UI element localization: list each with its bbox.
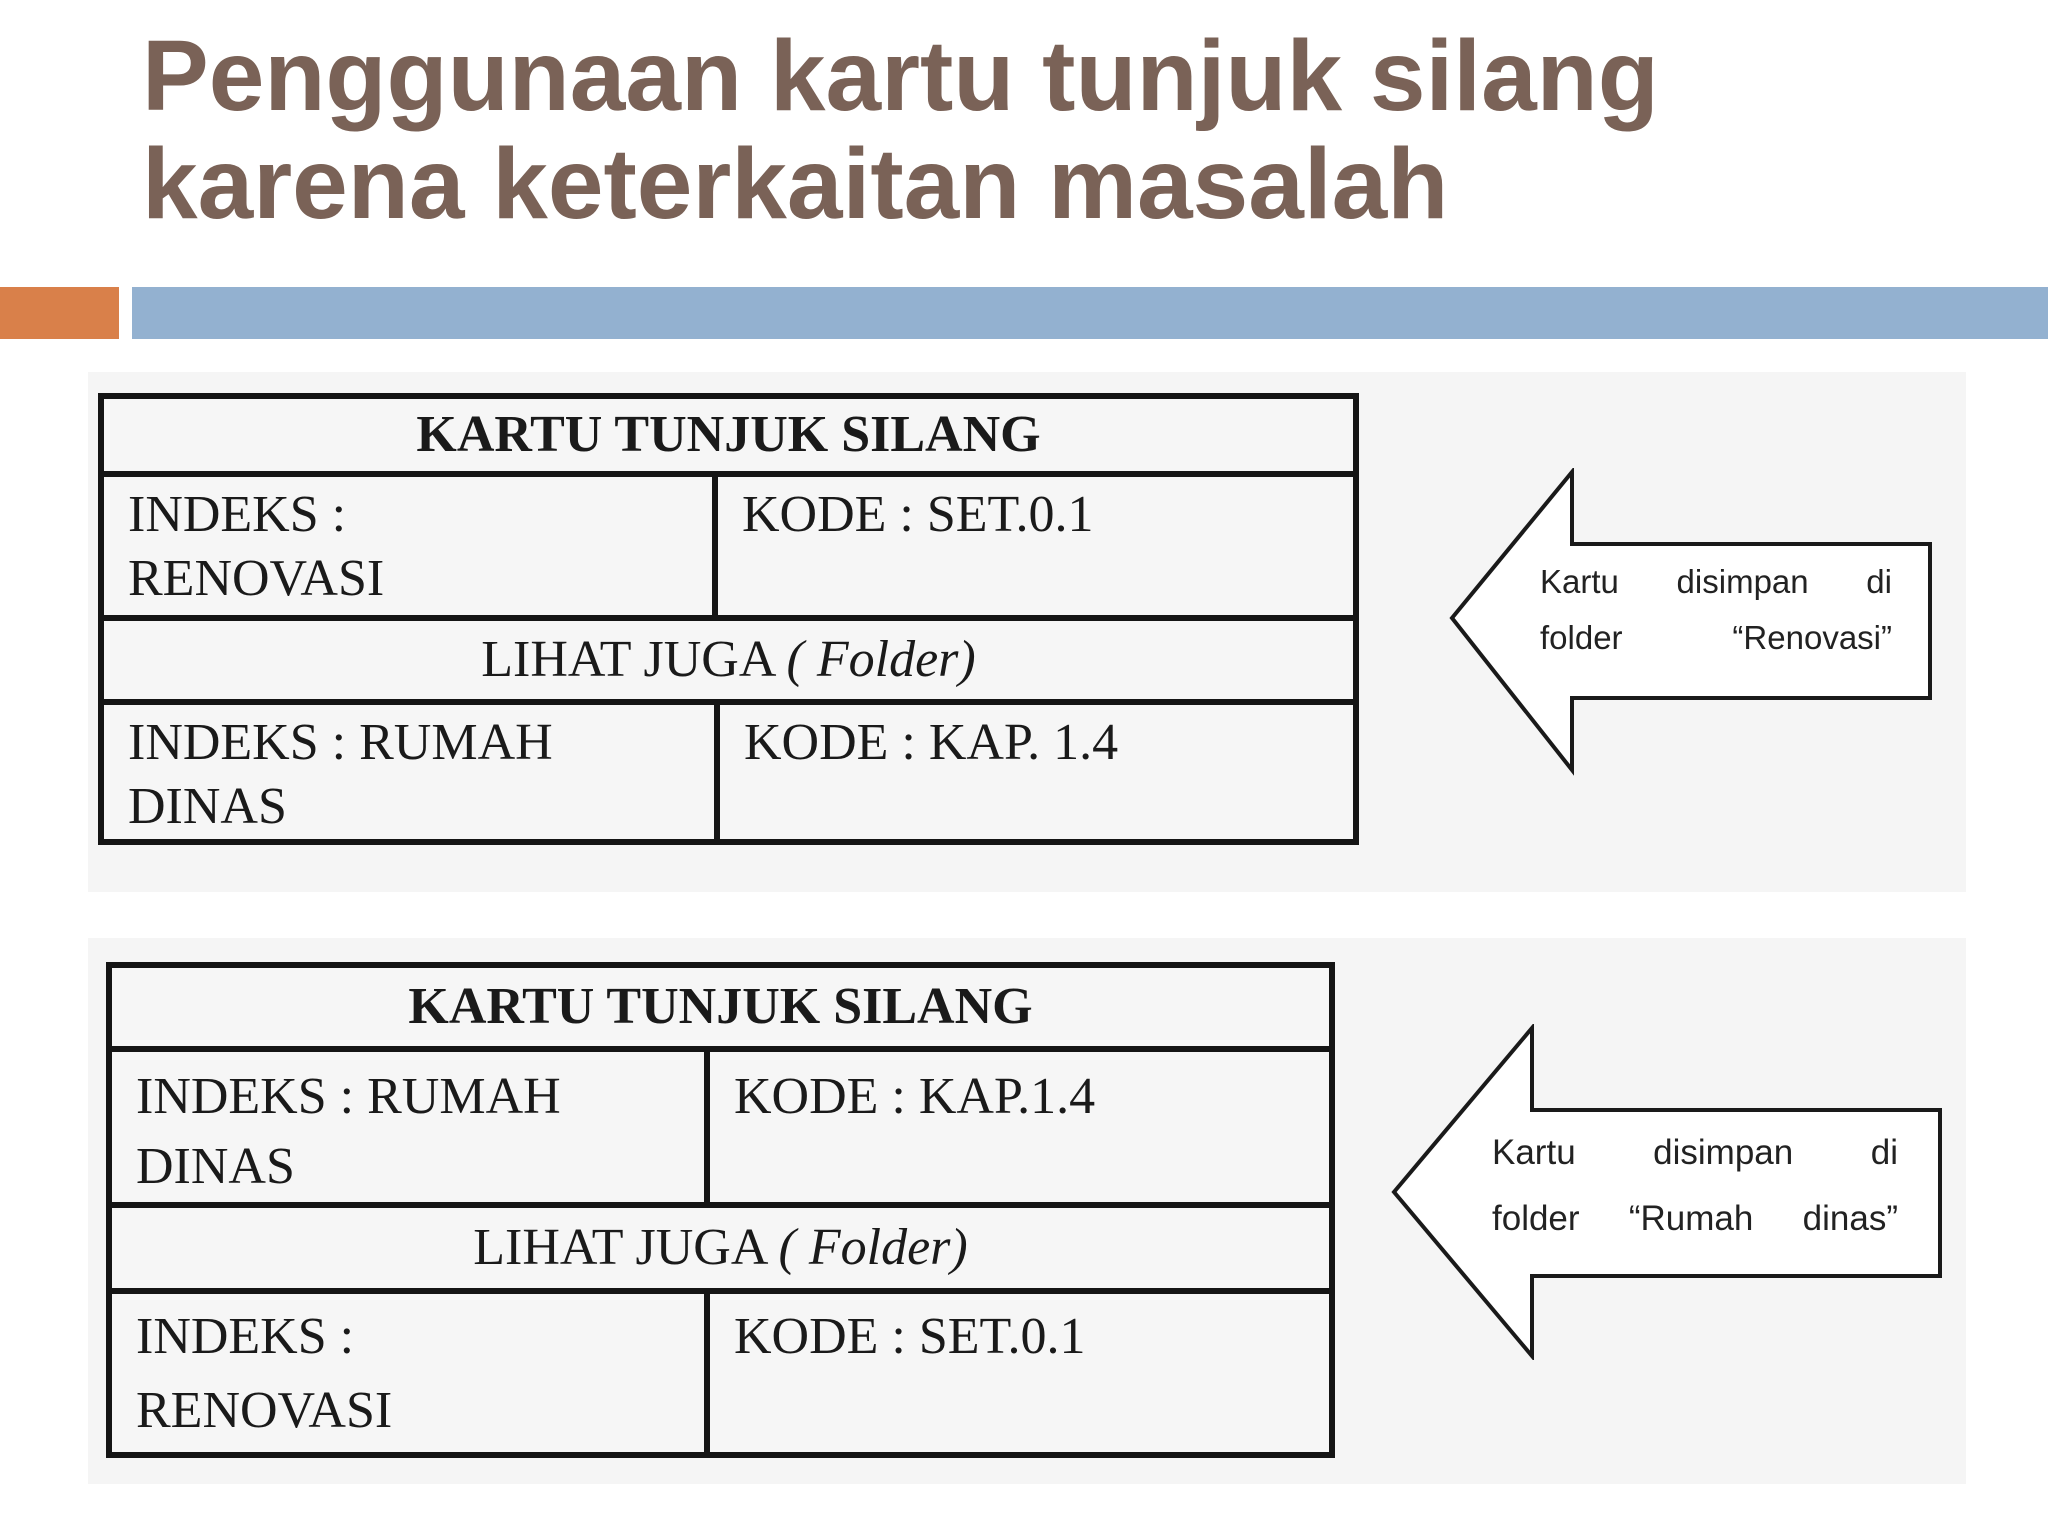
arrow-note-line-1: Kartu disimpan di xyxy=(1492,1133,1898,1172)
card-see-also xyxy=(104,621,1353,699)
card-reference-code-text: KODE : KAP. 1.4 xyxy=(744,714,1119,771)
card-primary-code xyxy=(710,1062,1330,1196)
card-reference-index xyxy=(112,1300,704,1440)
card-divider xyxy=(112,1288,1329,1294)
card-primary-index xyxy=(112,1062,704,1196)
card-reference-code xyxy=(720,711,1350,831)
slide-title-line-1: Penggunaan kartu tunjuk silang xyxy=(142,20,1659,132)
card-see-also-label: LIHAT JUGA xyxy=(473,1219,766,1276)
cross-reference-card-2 xyxy=(106,962,1335,1458)
card-primary-code-text: KODE : KAP.1.4 xyxy=(734,1068,1096,1125)
card-reference-code xyxy=(710,1300,1330,1440)
arrow-note-line-2: folder “Rumah dinas” xyxy=(1492,1199,1898,1238)
arrow-note xyxy=(1540,554,1892,666)
arrow-note xyxy=(1492,1120,1898,1252)
card-see-also-folder: ( Folder) xyxy=(786,631,976,688)
accent-bar-blue xyxy=(132,287,2048,339)
cross-reference-card-1 xyxy=(98,393,1359,845)
card-header: KARTU TUNJUK SILANG xyxy=(112,968,1329,1052)
arrow-note-line-2: folder “Renovasi” xyxy=(1540,619,1892,656)
card-reference-index xyxy=(104,711,714,835)
slide-title-line-2: karena keterkaitan masalah xyxy=(142,128,1449,240)
slide-title xyxy=(142,22,1992,238)
card-primary-index-text: INDEKS : RENOVASI xyxy=(128,486,385,607)
card-divider xyxy=(104,699,1353,705)
card-see-also-folder: ( Folder) xyxy=(778,1219,968,1276)
arrow-note-line-1: Kartu disimpan di xyxy=(1540,563,1892,600)
card-primary-code xyxy=(718,483,1348,603)
card-primary-index-text: INDEKS : RUMAH DINAS xyxy=(136,1068,561,1195)
accent-bar-orange xyxy=(0,287,119,339)
card-see-also-label: LIHAT JUGA xyxy=(481,631,774,688)
card-primary-code-text: KODE : SET.0.1 xyxy=(742,486,1094,543)
card-reference-index-text: INDEKS : RUMAH DINAS xyxy=(128,714,553,835)
card-reference-code-text: KODE : SET.0.1 xyxy=(734,1308,1086,1365)
card-primary-index xyxy=(104,483,712,607)
card-header: KARTU TUNJUK SILANG xyxy=(104,399,1353,477)
card-see-also xyxy=(112,1208,1329,1288)
card-reference-index-text: INDEKS : RENOVASI xyxy=(136,1308,393,1439)
